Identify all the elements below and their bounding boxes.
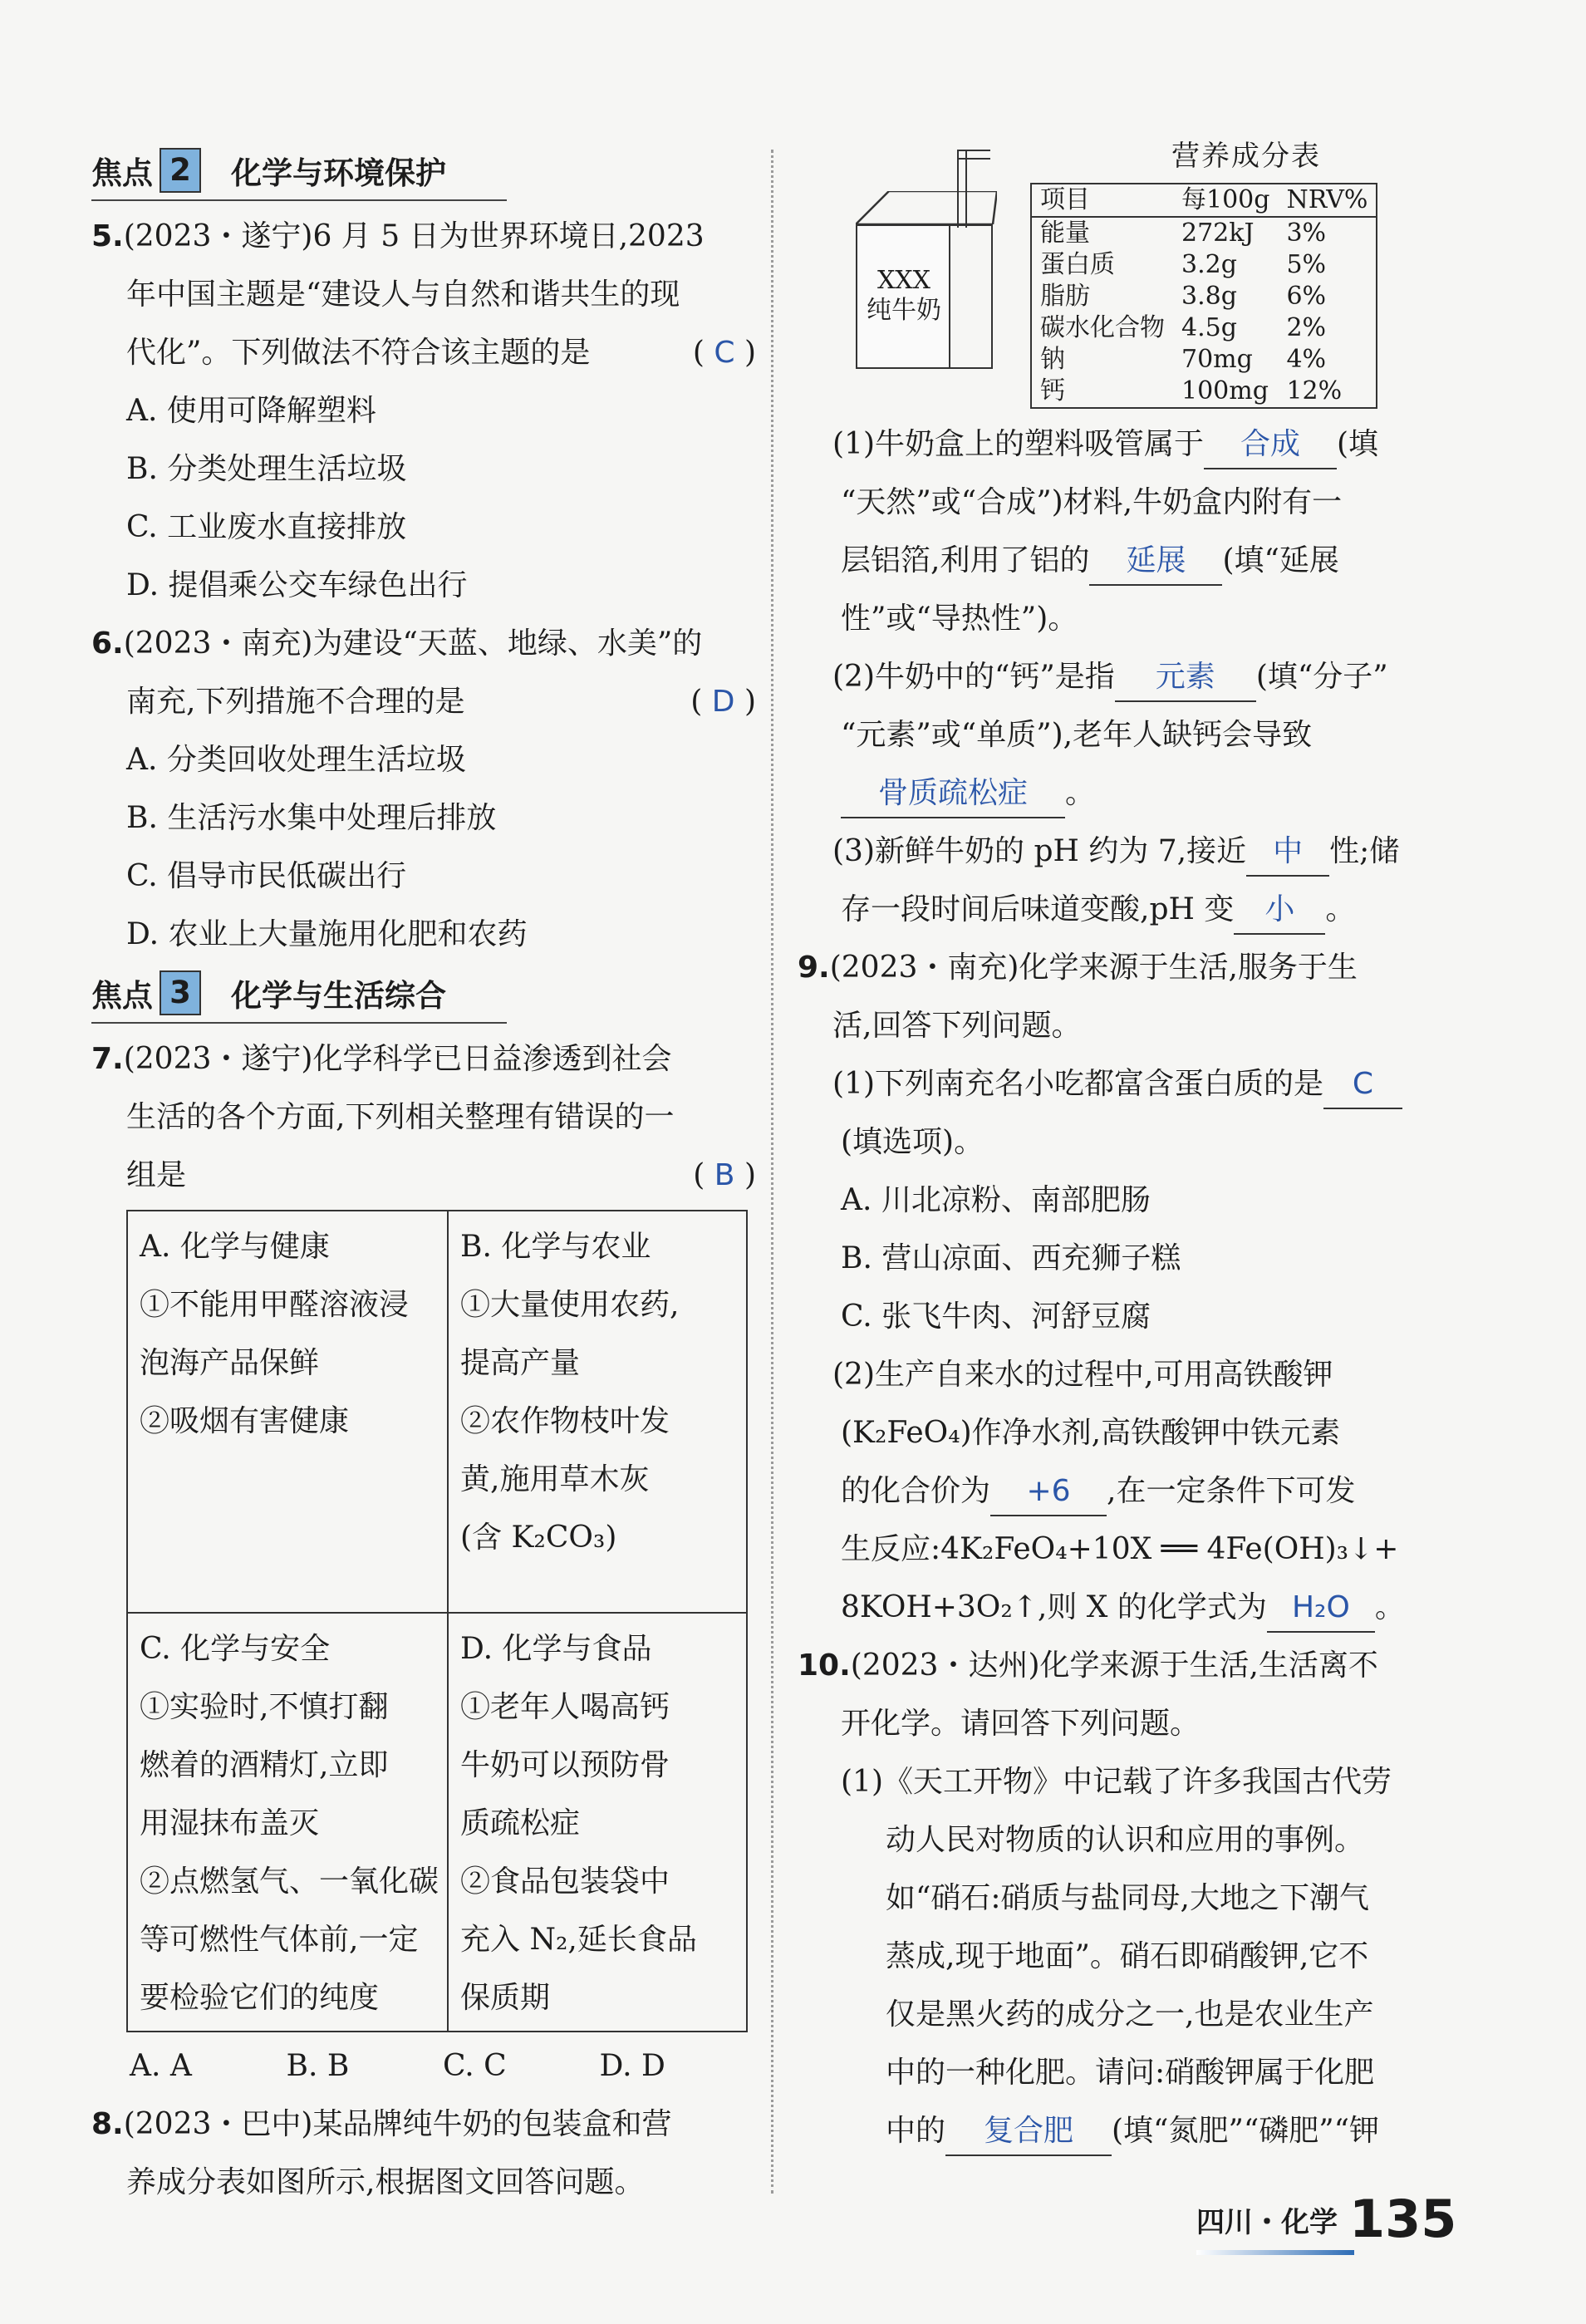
answer-blank: 元素	[1115, 654, 1256, 702]
answer-paren: ( D )	[690, 685, 756, 719]
cell-line: 提高产量	[460, 1346, 581, 1380]
question-text: (2023・南充)为建设“天蓝、地绿、水美”的	[123, 626, 703, 661]
cell-line: ①不能用甲醛溶液浸	[140, 1288, 410, 1322]
question-text: 南充,下列措施不合理的是	[126, 685, 465, 719]
cell: 3%	[1286, 219, 1327, 248]
cell-line: 牛奶可以预防骨	[460, 1748, 670, 1782]
question-text: 开化学。请回答下列问题。	[841, 1707, 1201, 1741]
answer-blank: 骨质疏松症	[841, 770, 1065, 818]
cell: 钙	[1040, 376, 1065, 405]
answer-blank: 小	[1234, 887, 1325, 935]
right-column	[798, 133, 1479, 2160]
text: 的化合价为	[841, 1474, 991, 1508]
cell-line: ②农作物枝叶发	[460, 1404, 670, 1438]
cell-line: C. 化学与安全	[140, 1632, 331, 1666]
text: “元素”或“单质”),老年人缺钙会导致	[841, 718, 1313, 752]
text: 如“硝石:硝质与盐同母,大地之下潮气	[886, 1881, 1369, 1915]
text: 性;储	[1329, 834, 1400, 868]
question-number: 9.	[798, 951, 830, 985]
cell: 4.5g	[1181, 313, 1237, 342]
table-row	[1031, 376, 1377, 408]
table-row	[1031, 312, 1377, 344]
cell-line: B. 化学与农业	[460, 1230, 651, 1264]
cell: 100mg	[1181, 376, 1269, 405]
table-row	[1031, 217, 1377, 249]
option-b: B. 分类处理生活垃圾	[126, 452, 407, 486]
text: 8KOH+3O₂↑,则 X 的化学式为	[841, 1590, 1267, 1624]
text: 存一段时间后味道变酸,pH 变	[841, 892, 1235, 926]
cell-line: A. 化学与健康	[140, 1230, 330, 1264]
section-title: 化学与生活综合	[231, 978, 446, 1014]
answer-blank: 合成	[1204, 421, 1337, 469]
section-header-2	[91, 141, 507, 201]
question-text: 活,回答下列问题。	[832, 1009, 1082, 1043]
question-text: 代化”。下列做法不符合该主题的是	[126, 336, 591, 370]
question-9	[798, 939, 1479, 1637]
cell: 3.2g	[1181, 250, 1237, 279]
question-text: (2023・南充)化学来源于生活,服务于生	[829, 951, 1358, 985]
question-number: 10.	[798, 1648, 851, 1683]
cell: 钠	[1040, 345, 1065, 374]
question-text: 养成分表如图所示,根据图文回答问题。	[126, 2165, 645, 2199]
text: 。	[1325, 892, 1356, 926]
q7-table	[126, 1210, 748, 2032]
section-label: 焦点	[91, 155, 153, 191]
text: 中的	[886, 2114, 946, 2148]
option-c: C. 张飞牛肉、河舒豆腐	[841, 1300, 1151, 1334]
answer-paren: ( C )	[692, 336, 756, 370]
question-text: (2023・遂宁)化学科学已日益渗透到社会	[123, 1042, 672, 1076]
carton-label-line: XXX	[876, 266, 931, 295]
cell: 6%	[1286, 282, 1327, 311]
text: 中的一种化肥。请问:硝酸钾属于化肥	[886, 2056, 1375, 2090]
table-row	[1031, 249, 1377, 281]
text: (填	[1337, 427, 1379, 461]
cell-line: ①实验时,不慎打翻	[140, 1690, 389, 1724]
option-b: B. 生活污水集中处理后排放	[126, 801, 497, 835]
question-text: 组是	[126, 1158, 187, 1192]
question-text: 年中国主题是“建设人与自然和谐共生的现	[126, 278, 680, 312]
carton-top-icon	[856, 191, 997, 224]
cell: 70mg	[1181, 345, 1253, 374]
answer-blank: H₂O	[1267, 1585, 1375, 1633]
text: (1)牛奶盒上的塑料吸管属于	[832, 427, 1204, 461]
cell: 4%	[1286, 345, 1327, 374]
text: 。	[1065, 776, 1096, 810]
cell: 蛋白质	[1040, 250, 1115, 279]
section-label: 焦点	[91, 978, 153, 1014]
text: (填“氮肥”“磷肥”“钾	[1112, 2114, 1380, 2148]
cell-line: 燃着的酒精灯,立即	[140, 1748, 389, 1782]
text: 生反应:4K₂FeO₄+10X ══ 4Fe(OH)₃↓+	[841, 1532, 1399, 1566]
answer-blank: 中	[1246, 828, 1329, 877]
text: (1)下列南充名小吃都富含蛋白质的是	[832, 1067, 1323, 1101]
choice-c: C. C	[443, 2049, 507, 2083]
option-d: D. 农业上大量施用化肥和农药	[126, 917, 528, 951]
cell: 脂肪	[1040, 282, 1090, 311]
text: (填“分子”	[1255, 660, 1388, 694]
left-column	[91, 141, 756, 2212]
answer-blank: 复合肥	[945, 2108, 1112, 2156]
text: 层铝箔,利用了铝的	[841, 543, 1090, 577]
cell-line: (含 K₂CO₃)	[460, 1521, 617, 1555]
cell: 2%	[1286, 313, 1327, 342]
table-header: NRV%	[1278, 184, 1377, 217]
text: 性”或“导热性”)。	[841, 602, 1078, 636]
cell: 272kJ	[1181, 219, 1255, 248]
carton-label	[857, 266, 950, 326]
table-row	[1031, 344, 1377, 376]
text: (K₂FeO₄)作净水剂,高铁酸钾中铁元素	[841, 1416, 1341, 1450]
question-text: (2023・遂宁)6 月 5 日为世界环境日,2023	[123, 219, 705, 253]
table-header: 每100g	[1173, 184, 1278, 217]
question-6	[91, 615, 756, 964]
option-a: A. 使用可降解塑料	[126, 394, 376, 428]
option-c: C. 工业废水直接排放	[126, 510, 407, 544]
cell: 12%	[1286, 376, 1343, 405]
page-number: 135	[1349, 2189, 1457, 2249]
answer-blank: C	[1323, 1061, 1402, 1109]
question-7	[91, 1030, 756, 2096]
text: 动人民对物质的认识和应用的事例。	[886, 1823, 1365, 1857]
question-8-stem	[91, 2096, 756, 2212]
footer-subject: 四川・化学	[1196, 2206, 1338, 2239]
text: (填选项)。	[841, 1125, 984, 1159]
text: (3)新鲜牛奶的 pH 约为 7,接近	[832, 834, 1247, 868]
question-8-parts	[798, 415, 1479, 939]
option-d: D. 提倡乘公交车绿色出行	[126, 568, 468, 602]
answer-blank: 延展	[1089, 538, 1222, 586]
section-header-3	[91, 964, 507, 1024]
choice-d: D. D	[599, 2049, 665, 2083]
text: (填“延展	[1222, 543, 1339, 577]
cell-line: 要检验它们的纯度	[140, 1981, 380, 2015]
question-5	[91, 208, 756, 615]
cell-line: 用湿抹布盖灭	[140, 1806, 320, 1840]
column-divider	[771, 150, 773, 2194]
page-footer	[1196, 2189, 1457, 2249]
cell-line: ①大量使用农药,	[460, 1288, 680, 1322]
cell: 碳水化合物	[1040, 313, 1165, 342]
carton-label-line: 纯牛奶	[867, 296, 941, 325]
straw-top-icon	[957, 150, 990, 160]
answer-blank: +6	[990, 1468, 1107, 1516]
text: “天然”或“合成”)材料,牛奶盒内附有一	[841, 485, 1343, 519]
cell-line: 等可燃性气体前,一定	[140, 1923, 419, 1957]
option-a: A. 分类回收处理生活垃圾	[126, 743, 466, 777]
text: 蒸成,现于地面”。硝石即硝酸钾,它不	[886, 1939, 1369, 1973]
cell-line: 泡海产品保鲜	[140, 1346, 320, 1380]
cell-line: ②食品包装袋中	[460, 1865, 670, 1899]
text: 。	[1374, 1590, 1405, 1624]
cell-c	[127, 1613, 448, 2032]
cell: 5%	[1286, 250, 1327, 279]
milk-figure	[798, 133, 1479, 415]
q7-choices	[130, 2037, 756, 2096]
footer-accent-bar	[1196, 2250, 1354, 2255]
cell-b	[448, 1211, 747, 1613]
question-number: 8.	[91, 2107, 124, 2141]
cell-line: ①老年人喝高钙	[460, 1690, 670, 1724]
cell-line: D. 化学与食品	[460, 1632, 652, 1666]
table-header: 项目	[1031, 184, 1173, 217]
cell-line: 黄,施用草木灰	[460, 1462, 650, 1496]
choice-a: A. A	[130, 2049, 192, 2083]
cell: 3.8g	[1181, 282, 1237, 311]
text: ,在一定条件下可发	[1107, 1474, 1356, 1508]
option-b: B. 营山凉面、西充狮子糕	[841, 1241, 1181, 1275]
question-text: 生活的各个方面,下列相关整理有错误的一	[126, 1100, 675, 1134]
cell-line: ②吸烟有害健康	[140, 1404, 350, 1438]
section-number-badge: 2	[160, 148, 201, 193]
cell-line: ②点燃氢气、一氧化碳	[140, 1865, 439, 1899]
answer-mark: C	[714, 336, 735, 370]
answer-mark: D	[711, 685, 735, 719]
cell-d	[448, 1613, 747, 2032]
cell-a	[127, 1211, 448, 1613]
option-a: A. 川北凉粉、南部肥肠	[841, 1183, 1151, 1217]
cell-line: 质疏松症	[460, 1806, 581, 1840]
cell-line: 保质期	[460, 1981, 551, 2015]
section-title: 化学与环境保护	[231, 155, 446, 191]
text: (2)生产自来水的过程中,可用高铁酸钾	[832, 1358, 1333, 1392]
question-number: 5.	[91, 219, 124, 253]
cell: 能量	[1040, 219, 1090, 248]
question-number: 7.	[91, 1042, 124, 1076]
nutrition-table-title: 营养成分表	[1171, 140, 1321, 173]
answer-paren: ( B )	[693, 1158, 756, 1192]
text: (1)《天工开物》中记载了许多我国古代劳	[841, 1765, 1392, 1799]
cell-line: 充入 N₂,延长食品	[460, 1923, 697, 1957]
choice-b: B. B	[286, 2049, 350, 2083]
question-text: (2023・巴中)某品牌纯牛奶的包装盒和营	[123, 2107, 672, 2141]
option-c: C. 倡导市民低碳出行	[126, 859, 407, 893]
table-row	[1031, 281, 1377, 312]
answer-mark: B	[714, 1158, 735, 1192]
text: 仅是黑火药的成分之一,也是农业生产	[886, 1997, 1374, 2032]
section-number-badge: 3	[160, 970, 201, 1015]
question-number: 6.	[91, 626, 124, 661]
carton-side	[950, 224, 993, 369]
question-text: (2023・达州)化学来源于生活,生活离不	[850, 1648, 1378, 1683]
question-10	[798, 1637, 1479, 2160]
text: (2)牛奶中的“钙”是指	[832, 660, 1115, 694]
nutrition-table	[1030, 183, 1377, 409]
